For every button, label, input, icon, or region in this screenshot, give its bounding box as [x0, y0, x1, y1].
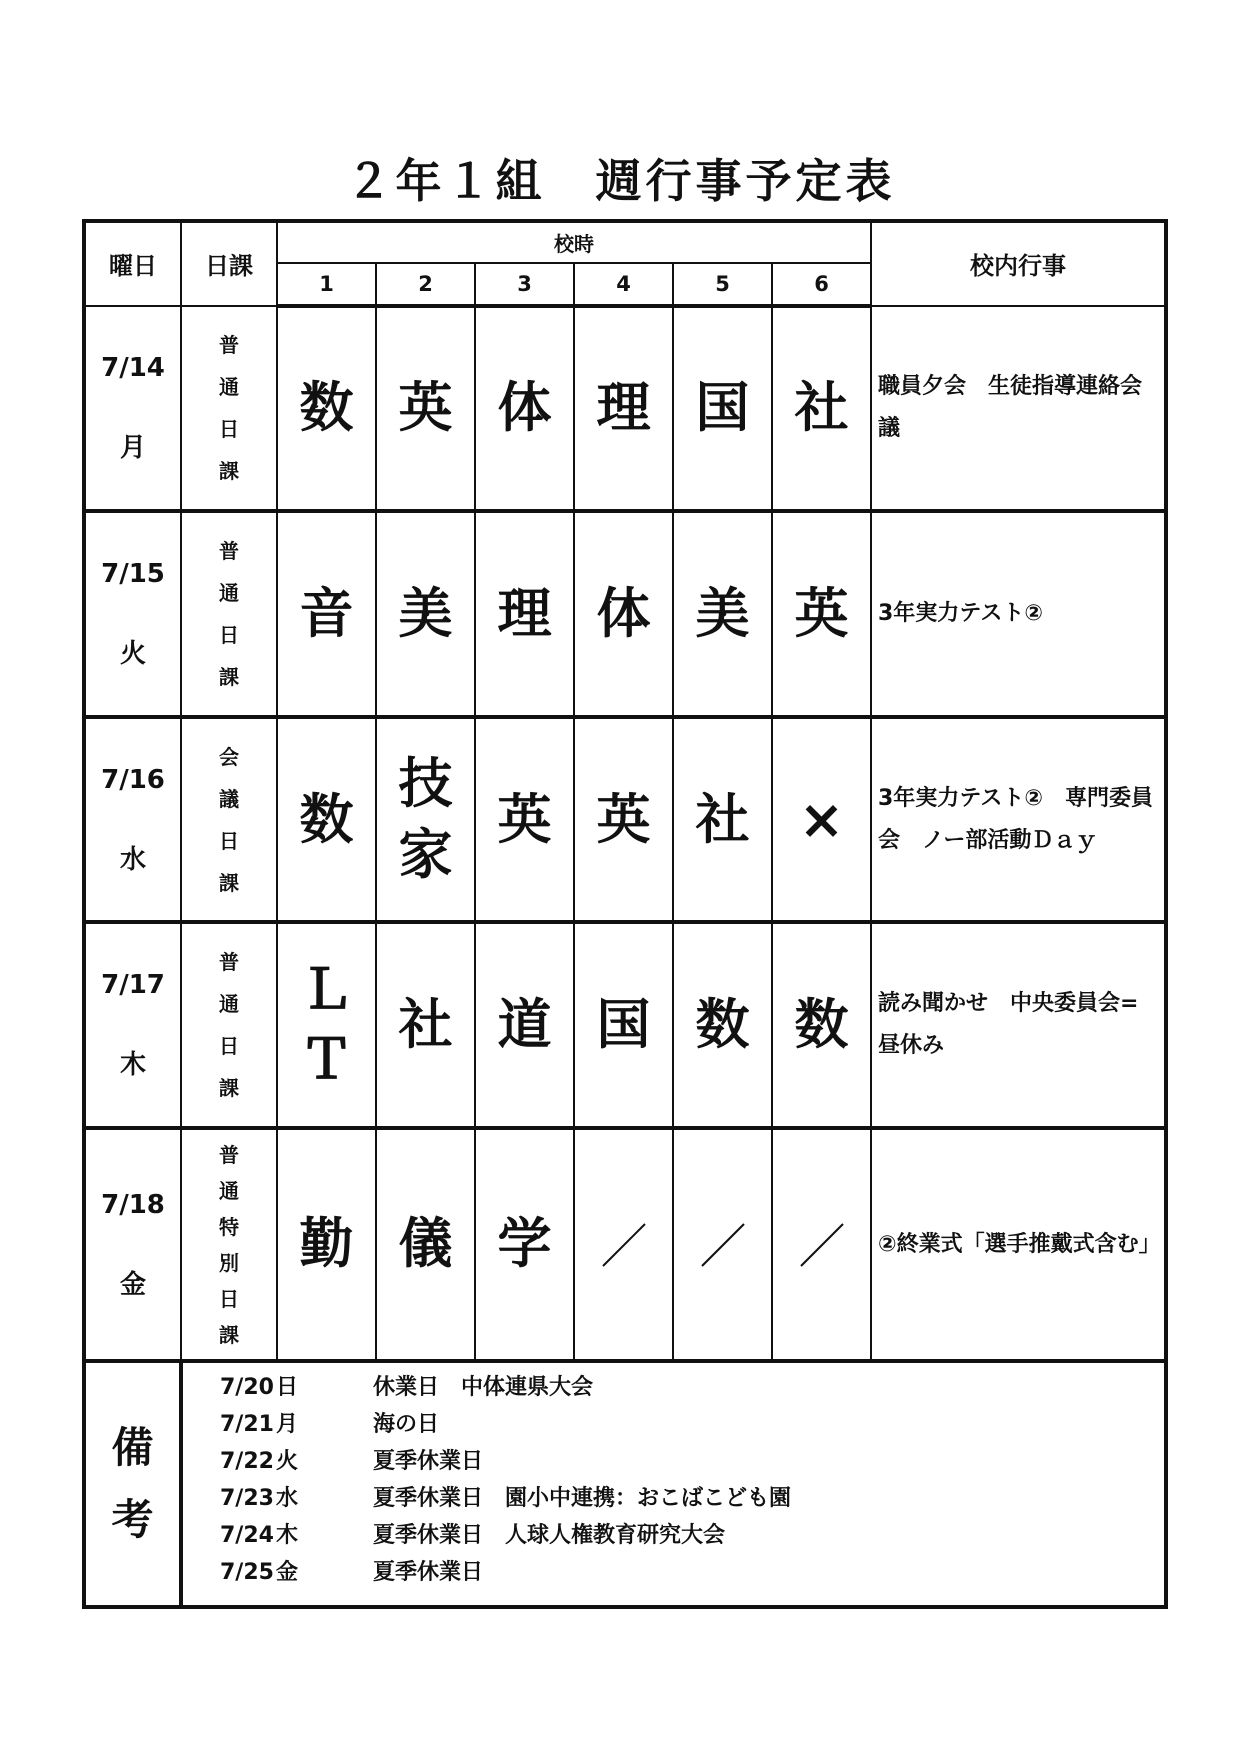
subject-char: 音	[299, 582, 354, 645]
nikka-cell	[181, 511, 277, 717]
subject-char: 英	[596, 787, 651, 851]
note-weekday: 水	[276, 1486, 299, 1512]
note-line	[220, 1517, 1164, 1554]
subject-char: ×	[798, 787, 845, 851]
subject-char: 英	[497, 787, 552, 851]
note-line	[220, 1406, 1164, 1443]
subject-cell	[475, 717, 574, 923]
weekday-label: 火	[119, 639, 146, 670]
day-cell	[84, 717, 181, 923]
subject-cell	[376, 306, 475, 512]
nikka-char: 普	[219, 950, 239, 975]
nikka-char: 通	[219, 992, 239, 1017]
subject-char: 技	[398, 752, 453, 816]
note-weekday: 日	[276, 1375, 299, 1401]
subject-char: 社	[398, 993, 453, 1057]
subject-char: 英	[398, 376, 453, 440]
nikka-char: 通	[219, 1178, 239, 1203]
subject-char: 儀	[398, 1212, 453, 1276]
subject-char: 道	[497, 993, 552, 1057]
weekday-header: 曜日	[84, 221, 181, 306]
notes-label-char: 備	[111, 1423, 154, 1473]
subject-cell	[277, 717, 376, 923]
nikka-char: 課	[219, 1076, 239, 1101]
note-date: 7/24	[220, 1523, 274, 1549]
subject-cell	[574, 1128, 673, 1361]
event-cell: 職員夕会 生徒指導連絡会議	[871, 306, 1166, 512]
period-number: 4	[574, 263, 673, 305]
note-text: 夏季休業日	[373, 1560, 484, 1586]
nikka-char: 日	[219, 623, 239, 648]
no-class-slash	[599, 1220, 649, 1270]
subject-char: 家	[398, 822, 453, 886]
subject-cell	[772, 717, 871, 923]
no-class-slash	[698, 1220, 748, 1270]
date-label: 7/17	[101, 970, 165, 1001]
note-weekday: 木	[276, 1523, 299, 1549]
note-weekday: 月	[276, 1412, 299, 1438]
note-line	[220, 1369, 1164, 1406]
subject-cell	[673, 511, 772, 717]
day-row	[84, 922, 1166, 1128]
notes-label-cell	[84, 1361, 181, 1607]
day-cell	[84, 306, 181, 512]
date-label: 7/18	[101, 1189, 165, 1220]
schedule-table	[82, 219, 1168, 1609]
note-line	[220, 1443, 1164, 1480]
day-cell	[84, 1128, 181, 1361]
subject-cell	[475, 1128, 574, 1361]
subject-cell	[772, 922, 871, 1128]
weekday-label: 金	[119, 1269, 146, 1300]
subject-char: 理	[497, 582, 552, 645]
date-label: 7/16	[101, 764, 165, 795]
nikka-char: 通	[219, 375, 239, 400]
note-weekday: 金	[276, 1560, 299, 1586]
note-line	[220, 1554, 1164, 1591]
day-cell	[84, 922, 181, 1128]
subject-cell	[376, 922, 475, 1128]
subject-char: 勤	[299, 1212, 354, 1276]
period-number: 5	[673, 263, 772, 305]
subject-cell	[376, 717, 475, 923]
subject-cell	[574, 306, 673, 512]
subject-char: 美	[695, 582, 750, 645]
nikka-char: 課	[219, 1322, 239, 1347]
header-row	[84, 221, 1166, 263]
nikka-char: 普	[219, 539, 239, 564]
subject-char: 数	[794, 993, 849, 1057]
subject-cell	[574, 922, 673, 1128]
nikka-char: 課	[219, 870, 239, 895]
note-date: 7/20	[220, 1375, 274, 1401]
event-cell: 3年実力テスト②	[871, 511, 1166, 717]
subject-cell	[475, 306, 574, 512]
day-row	[84, 717, 1166, 923]
subject-cell	[772, 306, 871, 512]
subject-cell	[277, 306, 376, 512]
nikka-char: 普	[219, 333, 239, 358]
date-label: 7/14	[101, 353, 165, 384]
notes-cell	[181, 1361, 1166, 1607]
note-text: 夏季休業日	[373, 1449, 484, 1475]
nikka-char: 日	[219, 1034, 239, 1059]
weekday-label: 木	[119, 1050, 146, 1081]
nikka-char: 別	[219, 1250, 239, 1275]
day-row	[84, 306, 1166, 512]
subject-cell	[772, 511, 871, 717]
note-line	[220, 1480, 1164, 1517]
slash-line	[603, 1224, 645, 1266]
periods-header: 校時	[277, 221, 871, 263]
subject-cell	[673, 922, 772, 1128]
subject-char: 国	[695, 376, 750, 440]
subject-char: 数	[695, 993, 750, 1057]
subject-char: 社	[794, 376, 849, 440]
subject-cell	[277, 1128, 376, 1361]
note-text: 休業日 中体連県大会	[373, 1375, 594, 1401]
date-label: 7/15	[101, 559, 165, 590]
note-text: 夏季休業日 園小中連携：おこばこども園	[373, 1486, 792, 1512]
nikka-char: 通	[219, 581, 239, 606]
page-title: ２年１組 週行事予定表	[345, 154, 896, 208]
subject-cell	[673, 717, 772, 923]
subject-char: 数	[299, 787, 354, 851]
subject-char: 社	[695, 787, 750, 851]
subject-cell	[772, 1128, 871, 1361]
subject-char: 英	[794, 582, 849, 645]
day-row	[84, 1128, 1166, 1361]
subject-cell	[376, 1128, 475, 1361]
note-date: 7/25	[220, 1560, 274, 1586]
nikka-char: 日	[219, 828, 239, 853]
note-weekday: 火	[276, 1449, 299, 1475]
nikka-char: 日	[219, 1286, 239, 1311]
notes-row	[84, 1361, 1166, 1607]
nikka-cell	[181, 717, 277, 923]
event-cell: 読み聞かせ 中央委員会=昼休み	[871, 922, 1166, 1128]
subject-cell	[475, 511, 574, 717]
day-row	[84, 511, 1166, 717]
subject-char: Ｌ	[299, 958, 354, 1022]
nikka-char: 課	[219, 665, 239, 690]
nikka-cell	[181, 306, 277, 512]
subject-cell	[475, 922, 574, 1128]
slash-line	[801, 1224, 843, 1266]
nikka-char: 日	[219, 417, 239, 442]
event-cell: 3年実力テスト② 専門委員会 ノー部活動Ｄａｙ	[871, 717, 1166, 923]
subject-char: 美	[398, 582, 453, 645]
nikka-char: 普	[219, 1142, 239, 1167]
subject-cell	[376, 511, 475, 717]
day-cell	[84, 511, 181, 717]
no-class-slash	[797, 1220, 847, 1270]
note-date: 7/23	[220, 1486, 274, 1512]
subject-char: Ｔ	[299, 1028, 354, 1092]
nikka-char: 会	[219, 744, 239, 769]
subject-cell	[574, 511, 673, 717]
subject-cell	[673, 306, 772, 512]
slash-line	[702, 1224, 744, 1266]
event-cell: ②終業式「選手推戴式含む」	[871, 1128, 1166, 1361]
events-header: 校内行事	[871, 221, 1166, 306]
period-number: 2	[376, 263, 475, 305]
note-date: 7/22	[220, 1449, 274, 1475]
subject-char: 数	[299, 376, 354, 440]
subject-cell	[277, 511, 376, 717]
note-text: 海の日	[373, 1412, 440, 1438]
subject-char: 国	[596, 993, 651, 1057]
nikka-char: 課	[219, 459, 239, 484]
note-text: 夏季休業日 人球人権教育研究大会	[373, 1523, 726, 1549]
nikka-header: 日課	[181, 221, 277, 306]
nikka-cell	[181, 922, 277, 1128]
weekday-label: 月	[119, 433, 146, 464]
subject-cell	[277, 922, 376, 1128]
subject-cell	[673, 1128, 772, 1361]
subject-cell	[574, 717, 673, 923]
period-number: 1	[277, 263, 376, 305]
subject-char: 理	[596, 376, 651, 440]
nikka-char: 議	[219, 786, 239, 811]
subject-char: 体	[596, 582, 651, 645]
nikka-cell	[181, 1128, 277, 1361]
period-number: 3	[475, 263, 574, 305]
note-date: 7/21	[220, 1412, 274, 1438]
notes-label-char: 考	[111, 1495, 154, 1545]
subject-char: 学	[497, 1212, 552, 1276]
weekday-label: 水	[119, 844, 146, 875]
subject-char: 体	[497, 376, 552, 440]
period-number: 6	[772, 263, 871, 305]
nikka-char: 特	[219, 1214, 239, 1239]
